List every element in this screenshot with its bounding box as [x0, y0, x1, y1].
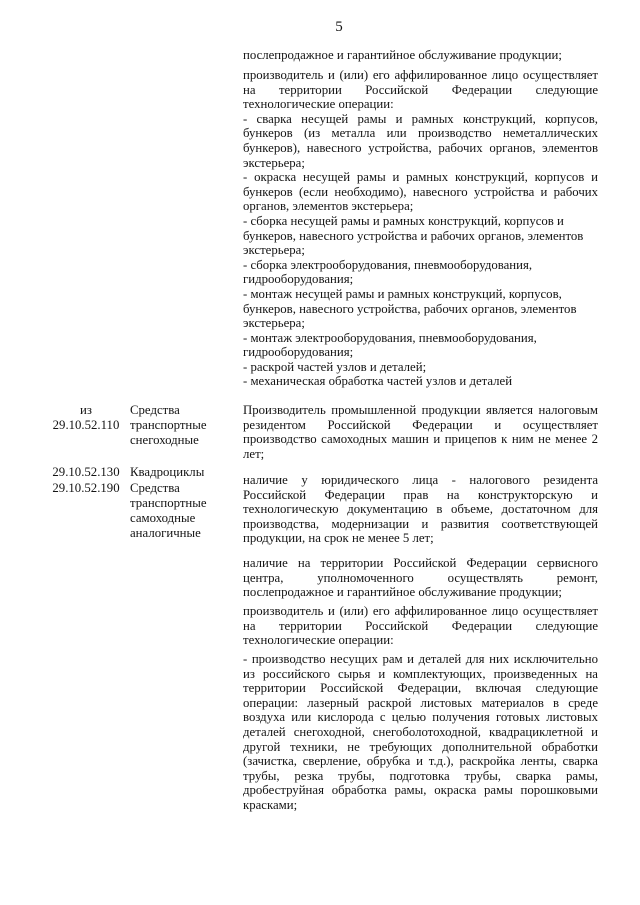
requirements-cell — [243, 556, 598, 600]
requirement-line: - монтаж электрооборудования, пневмооборудования, — [243, 330, 537, 345]
requirement-bullet — [243, 331, 598, 360]
requirement-line: деталей снегоходной, снегоболотоходной, квадрациклетной и — [243, 724, 598, 739]
code-line: из — [80, 402, 92, 417]
requirements-cell — [243, 403, 598, 461]
requirement-paragraph — [243, 604, 598, 648]
requirement-paragraph — [243, 556, 598, 600]
requirement-line: бункеров (если необходимо), навесного устройства и рабочих — [243, 184, 598, 199]
requirement-line: бункеров), навесного устройства, рабочих органов, элементов — [243, 140, 598, 155]
name-line: аналогичные — [130, 525, 201, 540]
code-line: 29.10.52.110 — [52, 417, 120, 432]
product-name-cell — [130, 465, 235, 480]
product-name-cell — [130, 403, 235, 448]
requirement-line: Российской Федерации прав на конструкторскую и — [243, 487, 598, 502]
requirement-line: - монтаж несущей рамы и рамных конструкций, корпусов, — [243, 286, 562, 301]
page-number: 5 — [335, 19, 343, 35]
requirement-line: экстерьера; — [243, 316, 305, 331]
requirement-line: на территории Российской Федерации следующие — [243, 618, 598, 633]
requirement-line: производитель и (или) его аффилированное лицо осуществляет — [243, 604, 598, 618]
requirement-line: - сборка электрооборудования, пневмооборудования, — [243, 257, 533, 272]
requirement-bullet — [243, 170, 598, 214]
requirement-line: лет; — [243, 446, 265, 461]
requirement-line: центра, уполномоченного осуществлять ремонт, — [243, 570, 598, 585]
requirements-cell — [243, 48, 598, 63]
requirement-line: наличие у юридического лица - налогового резидента — [243, 473, 598, 487]
requirements-cell — [243, 68, 598, 389]
requirement-line: на территории Российской Федерации следующие — [243, 82, 598, 97]
name-line: транспортные — [130, 495, 207, 510]
requirement-line: бункеров (из металла или производство неметаллических — [243, 126, 598, 141]
requirement-line: производитель и (или) его аффилированное лицо осуществляет — [243, 68, 598, 82]
requirement-line: резидентом Российской Федерации и осуществляет — [243, 417, 598, 432]
requirement-line: из российского сырья и комплектующих, произведенных на — [243, 666, 598, 681]
requirement-line: гидрооборудования; — [243, 345, 354, 360]
name-line: самоходные — [130, 510, 196, 525]
product-name-cell — [130, 481, 235, 541]
requirement-bullet — [243, 374, 598, 389]
name-line: снегоходные — [130, 432, 199, 447]
requirement-line: (зачистка, сверление, обрубка и т.д.), раскройка ленты, сварка — [243, 754, 598, 769]
requirement-line: экстерьера; — [243, 155, 305, 170]
requirement-bullet — [243, 214, 598, 258]
requirement-paragraph — [243, 68, 598, 112]
requirement-line: другой техники, не требующих дополнительной обработки — [243, 739, 598, 754]
requirement-line: - окраска несущей рамы и рамных конструкций, корпусов и — [243, 170, 598, 185]
requirement-line: бункеров, навесного устройства и рабочих органов, элементов — [243, 228, 584, 243]
requirements-cell — [243, 604, 598, 648]
requirement-paragraph — [243, 48, 598, 63]
requirement-bullet — [243, 258, 598, 287]
requirements-cell — [243, 473, 598, 546]
requirement-bullet — [243, 287, 598, 331]
requirement-line: органов, элементов экстерьера; — [243, 199, 414, 214]
requirement-line: технологические операции: — [243, 97, 394, 112]
requirement-paragraph — [243, 403, 598, 461]
requirement-line: производства, модернизации и развития соответствующей — [243, 516, 598, 531]
requirement-line: послепродажное и гарантийное обслуживание продукции; — [243, 585, 562, 600]
requirement-bullet — [243, 112, 598, 170]
requirement-line: производство самоходных машин и прицепов к ним не менее 2 — [243, 432, 598, 447]
requirement-paragraph — [243, 473, 598, 546]
requirement-line: послепродажное и гарантийное обслуживание продукции; — [243, 48, 562, 62]
requirement-line: - раскрой частей узлов и деталей; — [243, 359, 427, 374]
requirement-line: красками; — [243, 797, 298, 812]
requirement-line: операции: лазерный раскрой листовых материалов в среде — [243, 695, 598, 710]
okpd-code-cell — [48, 465, 124, 480]
name-line: Квадроциклы — [130, 464, 205, 479]
requirement-line: - механическая обработка частей узлов и деталей — [243, 374, 513, 389]
requirement-line: трубы, резка трубы, подготовка трубы, сварка рамы, — [243, 768, 598, 783]
okpd-code-cell — [48, 481, 124, 496]
requirement-line: - производство несущих рам и деталей для них исключительно — [243, 652, 598, 666]
okpd-code-cell — [48, 403, 124, 433]
code-line: 29.10.52.190 — [52, 480, 120, 495]
requirement-line: технологические операции: — [243, 633, 394, 648]
requirement-line: воздуха или кислорода с целью получения готовых листовых — [243, 710, 598, 725]
requirement-line: - сборка несущей рамы и рамных конструкций, корпусов и — [243, 213, 564, 228]
name-line: транспортные — [130, 417, 207, 432]
requirement-line: наличие на территории Российской Федерации сервисного — [243, 556, 598, 570]
requirement-line: продукции, на срок не менее 5 лет; — [243, 531, 434, 546]
code-line: 29.10.52.130 — [52, 464, 120, 479]
requirement-bullet — [243, 652, 598, 813]
requirement-line: технологическую документацию в объеме, достаточном для — [243, 502, 598, 517]
requirement-line: гидрооборудования; — [243, 272, 354, 287]
requirement-line: территории Российской Федерации, включая следующие — [243, 681, 598, 696]
requirement-line: Производитель промышленной продукции является налоговым — [243, 403, 598, 417]
requirement-line: - сварка несущей рамы и рамных конструкций, корпусов, — [243, 111, 598, 126]
requirements-cell — [243, 652, 598, 813]
requirement-bullet — [243, 360, 598, 375]
name-line: Средства — [130, 480, 180, 495]
name-line: Средства — [130, 402, 180, 417]
requirement-line: бункеров, навесного устройства, рабочих органов, элементов — [243, 301, 577, 316]
requirement-line: экстерьера; — [243, 243, 305, 258]
requirement-line: дробеструйная обработка рамы, окраска рамы порошковыми — [243, 783, 598, 798]
